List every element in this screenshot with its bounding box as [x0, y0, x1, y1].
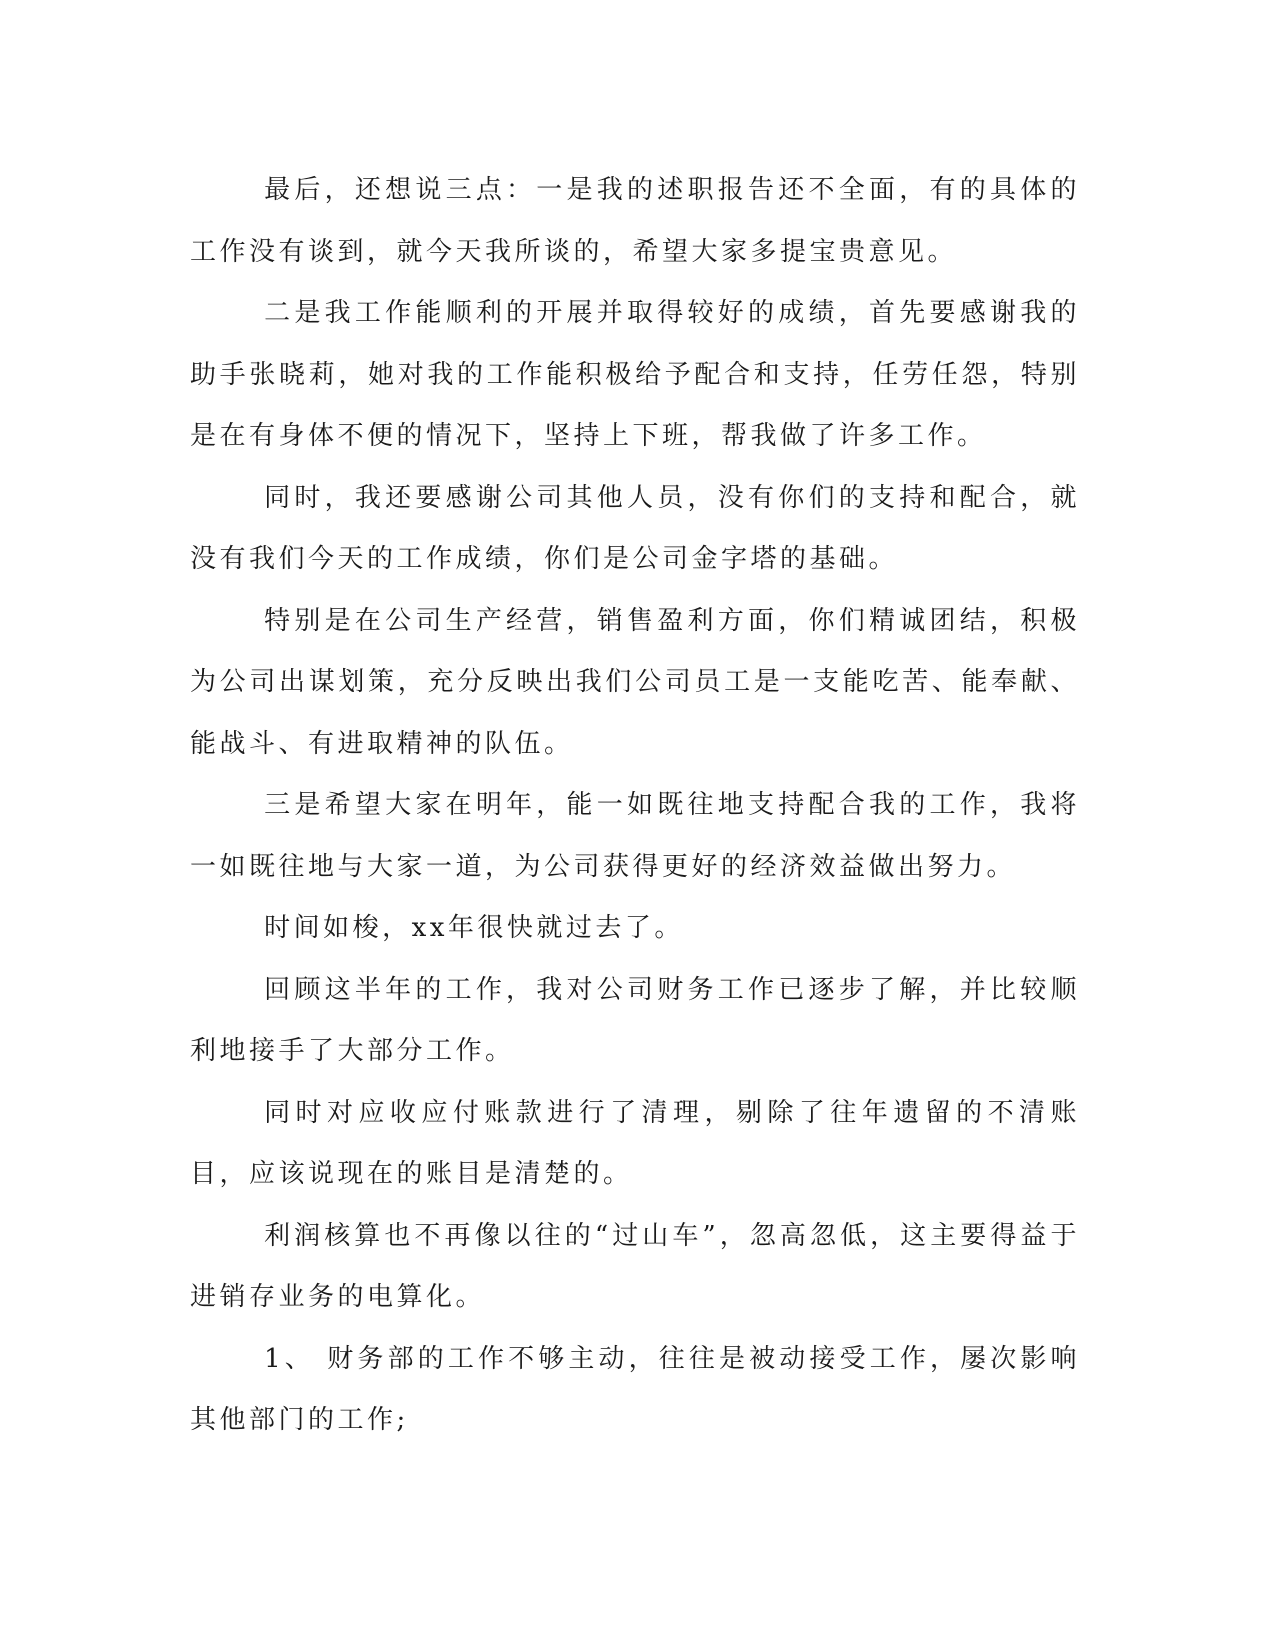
paragraph-next-year-hope: 三是希望大家在明年，能一如既往地支持配合我的工作，我将一如既往地与大家一道，为公司获得更好的经济效益做出努力。: [190, 790, 1080, 882]
paragraph-team-praise: 特别是在公司生产经营，销售盈利方面，你们精诚团结，积极为公司出谋划策，充分反映出我们公司员工是一支能吃苦、能奉献、能战斗、有进取精神的队伍。: [190, 605, 1080, 759]
paragraph-closing-three-points: 最后，还想说三点：一是我的述职报告还不全面，有的具体的工作没有谈到，就今天我所谈的，希望大家多提宝贵意见。: [190, 175, 1080, 267]
paragraph-thanks-assistant: 二是我工作能顺利的开展并取得较好的成绩，首先要感谢我的助手张晓莉，她对我的工作能积极给予配合和支持，任劳任怨，特别是在有身体不便的情况下，坚持上下班，帮我做了许多工作。: [190, 298, 1080, 451]
paragraph-shortcoming-1: 1、 财务部的工作不够主动，往往是被动接受工作，屡次影响其他部门的工作;: [190, 1343, 1080, 1435]
paragraph-work-review: 回顾这半年的工作，我对公司财务工作已逐步了解，并比较顺利地接手了大部分工作。: [190, 974, 1080, 1066]
paragraph-profit-accounting: 利润核算也不再像以往的“过山车”，忽高忽低，这主要得益于进销存业务的电算化。: [190, 1220, 1080, 1312]
paragraph-time-flies: 时间如梭，xx年很快就过去了。: [264, 913, 684, 943]
paragraph-accounts-cleanup: 同时对应收应付账款进行了清理，剔除了往年遗留的不清账目，应该说现在的账目是清楚的。: [190, 1097, 1080, 1189]
document-body: [190, 160, 1080, 1452]
paragraph-thanks-staff: 同时，我还要感谢公司其他人员，没有你们的支持和配合，就没有我们今天的工作成绩，你们是公司金字塔的基础。: [190, 482, 1080, 574]
